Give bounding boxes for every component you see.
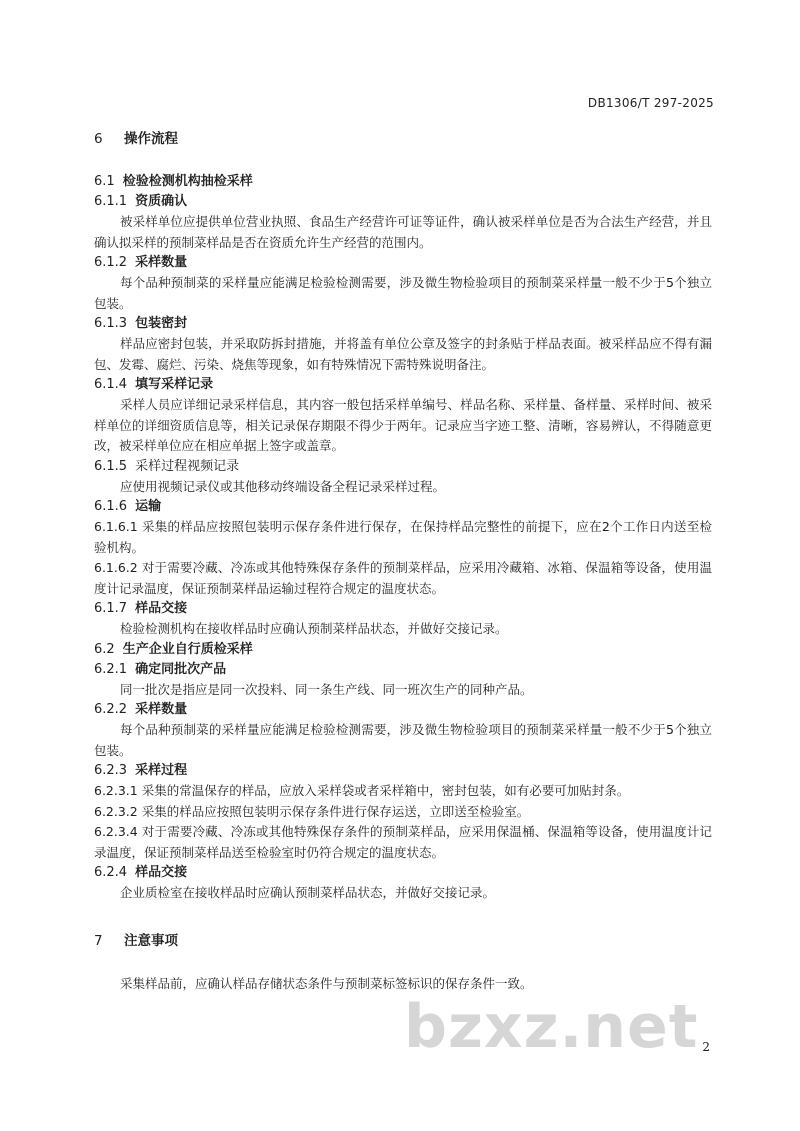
- paragraph: 企业质检室在接收样品时应确认预制菜样品状态，并做好交接记录。: [120, 885, 496, 900]
- paragraph: 被采样单位应提供单位营业执照、食品生产经营许可证等证件，确认被采样单位是否为合法生产经营，并且确认拟采样的预制菜样品是否在资质允许生产经营的范围内。: [94, 214, 712, 250]
- page-content: [94, 128, 712, 994]
- paragraph: 6.2.3.2 采集的样品应按照包装明示保存条件进行保存运送，立即送至检验室。: [94, 803, 530, 819]
- section-6-1-2-heading: 6.1.2 采样数量: [94, 255, 188, 270]
- section-number: 6: [94, 131, 103, 147]
- paragraph: 6.1.6.1 采集的样品应按照包装明示保存条件进行保存，在保持样品完整性的前提下，应在2个工作日内送至检验机构。: [94, 519, 712, 555]
- paragraph: 样品应密封包装，并采取防拆封措施，并将盖有单位公章及签字的封条贴于样品表面。被采样品应不得有漏包、发霉、腐烂、污染、烧焦等现象，如有特殊情况下需特殊说明备注。: [94, 336, 712, 372]
- paragraph: 6.1.6.2 对于需要冷藏、冷冻或其他特殊保存条件的预制菜样品，应采用冷藏箱、冰箱、保温箱等设备，使用温度计记录温度，保证预制菜样品运输过程符合规定的温度状态。: [94, 560, 712, 596]
- section-title: 操作流程: [124, 131, 178, 147]
- section-6-1-6-heading: 6.1.6 运输: [94, 499, 162, 514]
- section-number: 6.1: [94, 174, 115, 189]
- section-6-heading: [94, 128, 712, 150]
- section-6-2-4-heading: 6.2.4 样品交接: [94, 865, 188, 880]
- section-6-2-3-heading: 6.2.3 采样过程: [94, 763, 188, 778]
- section-title: 检验检测机构抽检采样: [122, 174, 253, 189]
- section-6-1-4-heading: 6.1.4 填写采样记录: [94, 377, 214, 392]
- section-6-1-3-heading: 6.1.3 包装密封: [94, 316, 188, 331]
- section-6-2-2-heading: 6.2.2 采样数量: [94, 702, 188, 717]
- paragraph: 6.2.3.4 对于需要冷藏、冷冻或其他特殊保存条件的预制菜样品，应采用保温桶、保温箱等设备，使用温度计记录温度，保证预制菜样品送至检验室时仍符合规定的温度状态。: [94, 824, 712, 860]
- paragraph: 检验检测机构在接收样品时应确认预制菜样品状态，并做好交接记录。: [120, 621, 508, 636]
- paragraph: 每个品种预制菜的采样量应能满足检验检测需要，涉及微生物检验项目的预制菜采样量一般不少于5个独立包装。: [94, 722, 712, 758]
- section-6-1-1-heading: 6.1.1 资质确认: [94, 194, 188, 209]
- document-id: DB1306/T 297-2025: [587, 96, 714, 110]
- paragraph: 采样人员应详细记录采样信息，其内容一般包括采样单编号、样品名称、采样量、备样量、采样时间、被采样单位的详细资质信息等，相关记录保存期限不得少于两年。记录应当字迹工整、清晰，容易辨认，不得随意更改，被采样单位应在相应单据上签字或盖章。: [94, 397, 712, 453]
- section-6-1-heading: [94, 172, 712, 192]
- page-number: 2: [702, 1040, 710, 1054]
- paragraph: 每个品种预制菜的采样量应能满足检验检测需要，涉及微生物检验项目的预制菜采样量一般不少于5个独立包装。: [94, 275, 712, 311]
- section-6-2-heading: 6.2 生产企业自行质检采样: [94, 641, 253, 657]
- section-6-1-5-heading: 6.1.5 采样过程视频记录: [94, 458, 240, 474]
- paragraph: 应使用视频记录仪或其他移动终端设备全程记录采样过程。: [120, 478, 446, 494]
- section-6-2-1-heading: 6.2.1 确定同批次产品: [94, 661, 227, 677]
- paragraph: 采集样品前，应确认样品存储状态条件与预制菜标签标识的保存条件一致。: [120, 975, 533, 991]
- paragraph: 同一批次是指应是同一次投料、同一条生产线、同一班次生产的同种产品。: [120, 681, 533, 697]
- watermark: bzxz.net: [404, 992, 699, 1062]
- paragraph: 6.2.3.1 采集的常温保存的样品，应放入采样袋或者采样箱中，密封包装，如有必要可加贴封条。: [94, 783, 630, 798]
- section-6-1-7-heading: 6.1.7 样品交接: [94, 601, 188, 616]
- section-7-heading: 7 注意事项: [94, 932, 178, 949]
